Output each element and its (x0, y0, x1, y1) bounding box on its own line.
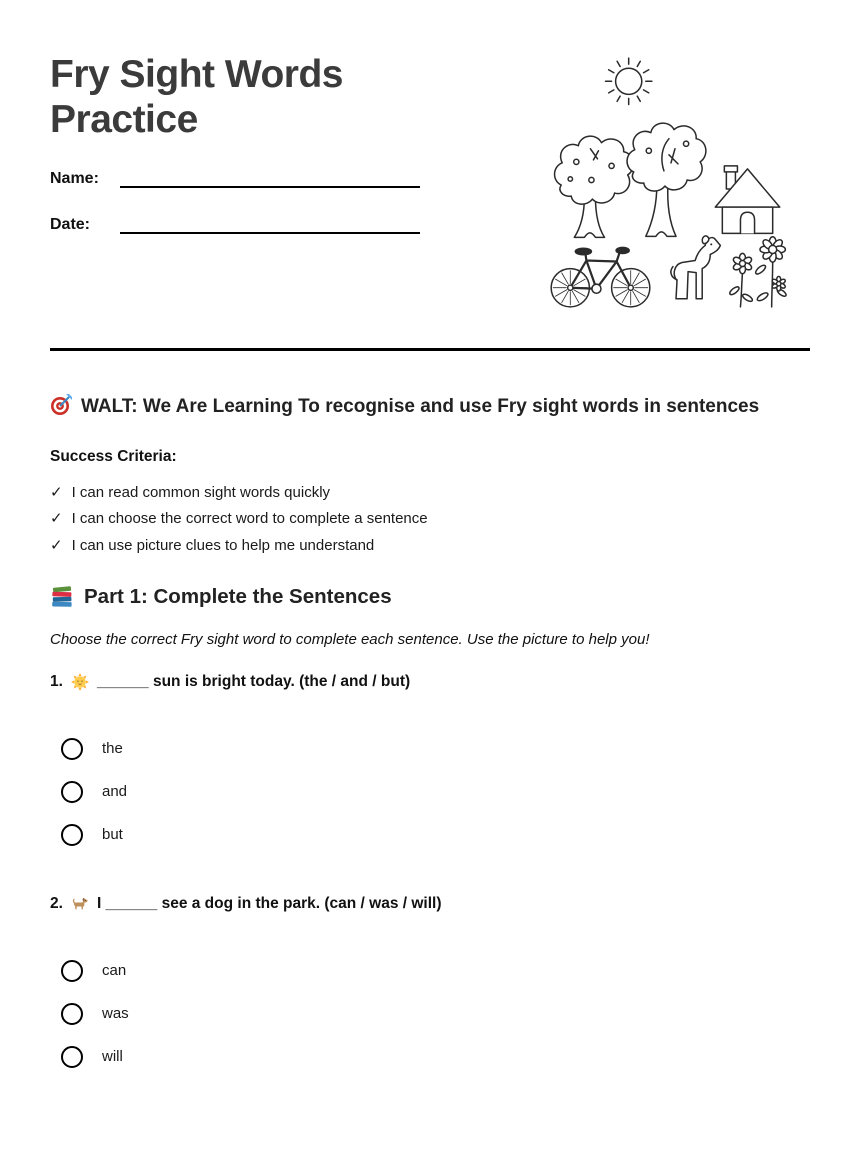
radio-button[interactable] (61, 824, 83, 846)
house-doodle (715, 166, 779, 233)
tree-doodle (627, 123, 706, 236)
option-label: was (102, 1005, 129, 1023)
name-field-row (50, 168, 420, 188)
name-label: Name: (50, 170, 99, 188)
option-label: will (102, 1048, 123, 1066)
dog-doodle (671, 236, 720, 299)
option-label: and (102, 783, 128, 801)
option-label: the (102, 740, 123, 758)
question-number: 2. (50, 895, 63, 913)
bicycle-doodle (551, 247, 650, 306)
question-number: 1. (50, 673, 63, 691)
tree-doodle (555, 136, 634, 237)
date-field-row (50, 214, 420, 234)
option-row[interactable] (61, 823, 810, 846)
criteria-text: I can choose the correct word to complete a sentence (71, 510, 428, 528)
check-icon: ✓ (50, 510, 63, 528)
section-divider (50, 348, 810, 351)
check-icon: ✓ (50, 483, 63, 501)
part1-heading (50, 585, 810, 609)
criteria-text: I can use picture clues to help me understand (71, 536, 375, 554)
target-icon (50, 394, 72, 416)
option-row[interactable] (61, 1045, 810, 1068)
question-2 (50, 895, 810, 913)
date-input-line[interactable] (120, 214, 420, 234)
walt-text: WALT: We Are Learning To recognise and use Fry sight words in sentences (81, 396, 760, 418)
part1-title: Part 1: Complete the Sentences (84, 585, 392, 609)
option-row[interactable] (61, 737, 810, 760)
books-icon (50, 585, 74, 609)
page-title: Fry Sight Words Practice (50, 53, 343, 142)
question-1 (50, 673, 810, 691)
success-criteria-heading: Success Criteria: (50, 447, 177, 465)
check-icon: ✓ (50, 536, 63, 554)
criteria-item (50, 506, 810, 533)
radio-button[interactable] (61, 781, 83, 803)
radio-button[interactable] (61, 960, 83, 982)
part1-instruction: Choose the correct Fry sight word to complete each sentence. Use the picture to help you! (50, 631, 650, 649)
option-row[interactable] (61, 780, 810, 803)
criteria-item (50, 480, 810, 507)
sun-face-icon (71, 673, 89, 691)
question-2-options (61, 959, 810, 1068)
success-criteria-list (50, 480, 810, 560)
question-1-options (61, 737, 810, 846)
walt-heading (50, 388, 790, 425)
radio-button[interactable] (61, 1046, 83, 1068)
dog-icon (71, 895, 89, 913)
criteria-item (50, 533, 810, 560)
sun-doodle (606, 58, 652, 104)
question-text: ______ sun is bright today. (the / and / but) (96, 673, 411, 691)
option-row[interactable] (61, 1002, 810, 1025)
option-label: can (102, 962, 127, 980)
radio-button[interactable] (61, 738, 83, 760)
option-label: but (102, 826, 123, 844)
date-label: Date: (50, 216, 91, 234)
question-text: I ______ see a dog in the park. (can / was / will) (96, 895, 442, 913)
criteria-text: I can read common sight words quickly (71, 483, 331, 501)
radio-button[interactable] (61, 1003, 83, 1025)
option-row[interactable] (61, 959, 810, 982)
name-input-line[interactable] (120, 168, 420, 188)
flowers-doodle (729, 237, 788, 307)
park-scene-illustration (528, 48, 820, 320)
